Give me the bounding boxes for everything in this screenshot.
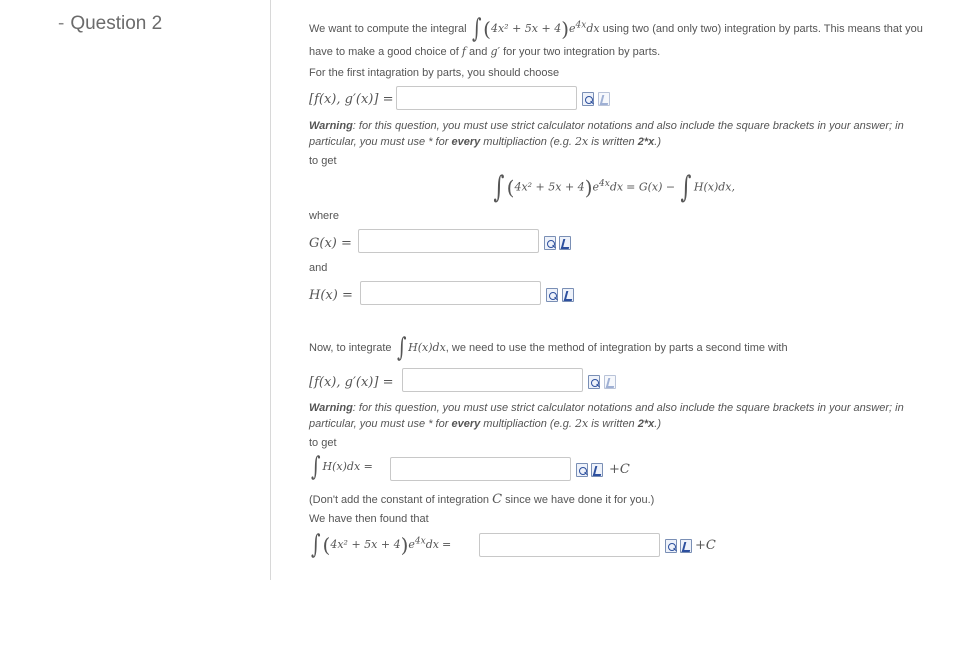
exp-base: e [408,537,415,551]
paren-open: ( [322,533,331,557]
intro-text-c2: and [469,46,488,58]
warning-text-2 [309,400,929,432]
integral-sign: ∫ [680,170,692,205]
dx-math: dx [586,21,600,35]
h-integral-answer-input[interactable] [390,457,571,481]
integral-sign: ∫ [493,170,505,205]
g-label: G(x) = [309,236,352,251]
syntax-check-icon[interactable] [559,236,571,250]
f-math: f [461,45,466,58]
warning-text-c: is written [591,136,635,148]
warning-every: every [451,418,481,430]
now-line [309,333,788,363]
fg-answer-input-2[interactable] [402,368,583,392]
h-label: H(x) = [309,288,353,303]
h-integral-math: H(x)dx [408,340,446,354]
preview-icon[interactable] [576,463,588,477]
integrand-math: 4x² + 5x + 4 [514,180,585,194]
question-title-text: Question 2 [70,13,163,34]
integral-sign: ∫ [311,452,321,482]
syntax-check-icon[interactable] [604,375,616,389]
warning-text-d: .) [654,136,662,148]
found-text: We have then found that [309,513,429,525]
warning-every: every [451,136,481,148]
to-get-text-2: to get [309,437,337,449]
plus-c-label: +C [695,538,716,553]
dont-add-text-a: (Don't add the constant of integration [309,494,490,506]
now-text-a: Now, to integrate [309,341,392,354]
intro-text-b: using two (and only two) integration by parts. This means that you [602,22,923,35]
warning-example-code: 2*x [637,136,655,148]
warning-text-c: is written [591,418,635,430]
final-answer-input[interactable] [479,533,660,557]
collapse-dash-icon[interactable]: - [58,13,65,34]
warning-example-code: 2*x [637,418,655,430]
h-integral-label [309,452,373,482]
warning-text-b: multipliaction (e.g. [483,418,572,430]
warning-label: Warning [309,402,353,414]
syntax-check-icon[interactable] [680,539,692,553]
intro-text-c3: for your two integration by parts. [503,46,661,58]
exp-power: 4x [575,20,587,31]
warning-text-a: : for this question, you must use strict calculator notations and also include the square brackets in your answer; in particular, you must use * for [309,402,904,430]
preview-icon[interactable] [588,375,600,389]
paren-close: ) [584,175,593,200]
display-equation [491,170,735,205]
warning-example-math: 2x [575,135,589,148]
question-title [58,13,162,35]
preview-icon[interactable] [582,92,594,106]
gprime-math: g′ [490,45,500,58]
h-integral-eq-math: H(x)dx = [322,459,373,473]
paren-close: ) [400,533,409,557]
dx-math: dx [609,180,624,194]
fg-label-1: [f(x), g′(x)] = [309,92,394,107]
syntax-check-icon[interactable] [598,92,610,106]
dx-math: dx [425,537,439,551]
syntax-check-icon[interactable] [591,463,603,477]
paren-close: ) [561,17,570,41]
integrand-math: 4x² + 5x + 4 [330,537,401,551]
equals-sign: = [442,537,452,551]
warning-text-d: .) [654,418,662,430]
first-choose-text: For the first intagration by parts, you should choose [309,67,560,79]
to-get-text-1: to get [309,155,337,167]
paren-open: ( [506,175,515,200]
now-text-b: , we need to use the method of integration by parts a second time with [445,341,788,354]
where-text: where [309,210,339,222]
preview-icon[interactable] [544,236,556,250]
plus-c-label: +C [609,462,630,477]
exp-base: e [592,180,600,194]
intro-text-c1: have to make a good choice of [309,46,459,58]
fg-label-2: [f(x), g′(x)] = [309,375,394,390]
warning-text-b: multipliaction (e.g. [483,136,572,148]
h-answer-input[interactable] [360,281,541,305]
fg-answer-input-1[interactable] [396,86,577,110]
exp-base: e [569,21,576,35]
paren-open: ( [483,17,491,41]
left-column [0,0,271,580]
warning-example-math: 2x [575,417,589,430]
integral-sign: ∫ [311,530,321,560]
intro-text-a: We want to compute the integral [309,22,467,35]
preview-icon[interactable] [665,539,677,553]
c-math: C [492,492,503,507]
integrand-math: 4x² + 5x + 4 [490,21,562,35]
syntax-check-icon[interactable] [562,288,574,302]
warning-label: Warning [309,120,353,132]
g-answer-input[interactable] [358,229,539,253]
equals-g-math: = G(x) − [626,180,676,194]
and-text: and [309,262,328,274]
exp-power: 4x [599,178,610,189]
integral-sign: ∫ [396,333,407,363]
final-equation-label [309,530,451,560]
dont-add-text-b: since we have done it for you.) [505,494,655,506]
intro-line [309,14,923,44]
exp-power: 4x [414,536,426,547]
intro-line-2 [309,45,660,58]
warning-text-1 [309,118,929,150]
warning-text-a: : for this question, you must use strict calculator notations and also include the square brackets in your answer; in particular, you must use * for [309,120,904,148]
preview-icon[interactable] [546,288,558,302]
comma: , [731,180,735,194]
dont-add-line [309,492,654,507]
integral-sign: ∫ [471,14,482,44]
h-integral-math: H(x)dx [693,180,732,194]
